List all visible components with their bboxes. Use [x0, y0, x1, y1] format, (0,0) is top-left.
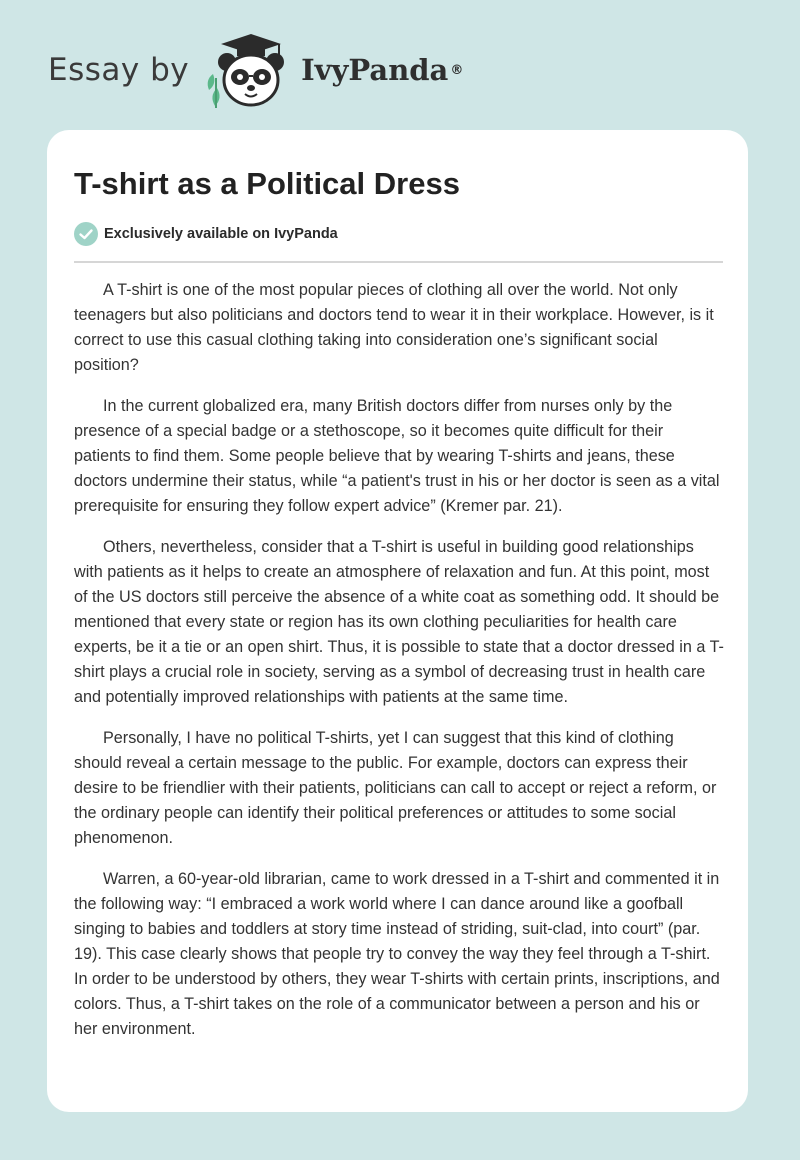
registered-mark: ® [450, 62, 464, 78]
paragraph: In the current globalized era, many British doctors differ from nurses only by the presence of a special badge or a stethoscope, so it becomes quite difficult for their patients to find them. Some people believe that by wearing T-shirts and jeans, these doctors undermine their status, while “a patient's trust in his or her doctor is seen as a vital prerequisite for ensuring they follow expert advice” (Kremer par. 21). [74, 397, 720, 515]
paragraph: Others, nevertheless, consider that a T-shirt is useful in building good relationships with patients as it helps to create an atmosphere of relaxation and fun. At this point, most of the US doctors still perceive the absence of a white coat as something odd. It should be mentioned that every state or region has its own clothing peculiarities for health care experts, be it a tie or an open shirt. Thus, it is possible to state that a doctor dressed in a T-shirt plays a crucial role in society, serving as a symbol of decreasing trust in health care and potentially improved relationships with patients at the same time. [74, 538, 724, 706]
exclusive-badge [74, 222, 338, 246]
paragraph: Warren, a 60-year-old librarian, came to work dressed in a T-shirt and commented it in the following way: “I embraced a work world where I can dance around like a goofball singing to babies and toddlers at story time instead of striding, suit-clad, into court” (par. 19). This case clearly shows that people try to convey the way they feel through a T-shirt. In order to be understood by others, they wear T-shirts with certain prints, inscriptions, and colors. Thus, a T-shirt takes on the role of a communicator between a person and his or her environment. [74, 870, 720, 1038]
page-title: T-shirt as a Political Dress [74, 166, 460, 201]
title-divider [74, 261, 723, 263]
exclusive-badge-text: Exclusively available on IvyPanda [104, 226, 338, 242]
brand-name: IvyPanda [301, 53, 449, 87]
check-circle-icon [74, 222, 98, 246]
essay-card [47, 130, 748, 1112]
paragraph: Personally, I have no political T-shirts, yet I can suggest that this kind of clothing should reveal a certain message to the public. For example, doctors can express their desire to be friendlier with their patients, politicians can call to accept or reject a reform, or the ordinary people can identify their political preferences or attitudes to some social phenomenon. [74, 729, 717, 847]
essay-body [74, 278, 724, 1058]
panda-graduation-cap-icon [203, 30, 293, 110]
brand-prefix: Essay by [48, 52, 190, 88]
brand-header[interactable] [48, 30, 463, 110]
paragraph: A T-shirt is one of the most popular pieces of clothing all over the world. Not only teenagers but also politicians and doctors tend to wear it in their workplace. However, is it correct to use this casual clothing taking into consideration one’s significant social position? [74, 281, 714, 374]
